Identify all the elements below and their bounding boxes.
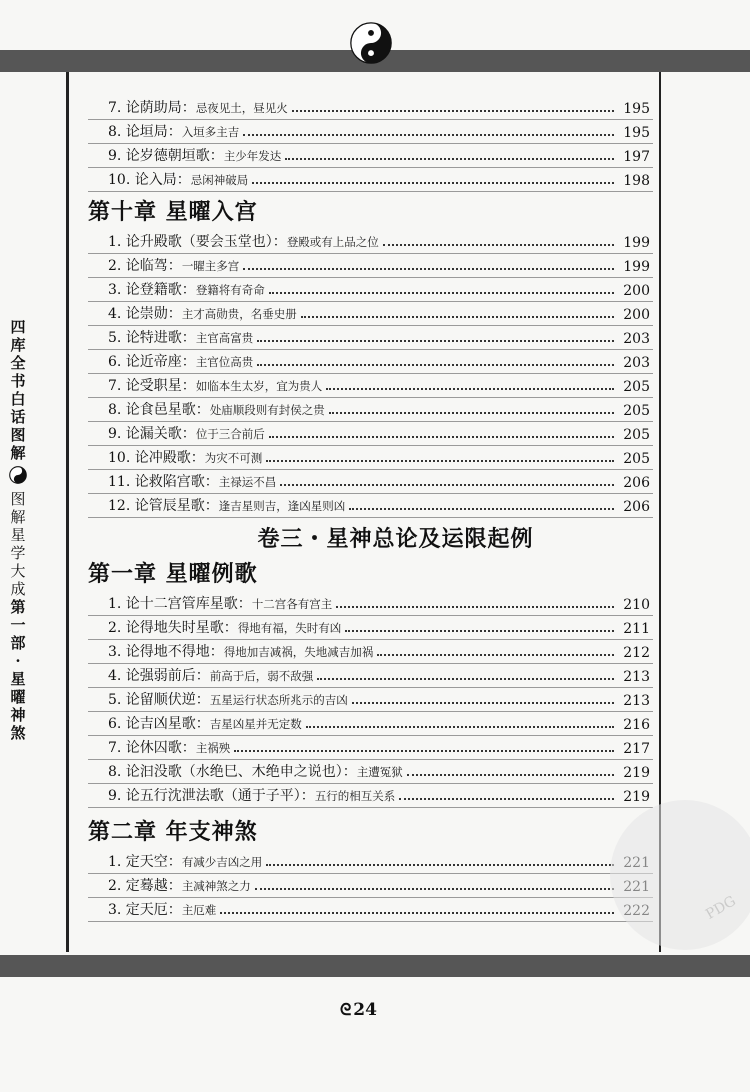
entry-page: 203 — [623, 331, 650, 347]
entry-description: 前高于后，弱不敌强 — [209, 669, 314, 683]
toc-entry[interactable] — [88, 592, 653, 616]
side-char: 部 — [10, 634, 26, 652]
toc-entry[interactable] — [88, 96, 653, 120]
entry-page: 219 — [623, 765, 650, 781]
entry-description: 主厄难 — [181, 903, 217, 917]
entry-description: 十二宫各有宫主 — [251, 597, 333, 611]
entry-description: 主少年发达 — [223, 149, 282, 163]
toc-entry[interactable] — [88, 230, 653, 254]
toc-entry[interactable] — [88, 374, 653, 398]
leader-dots — [306, 726, 614, 728]
toc-entry[interactable] — [88, 120, 653, 144]
entry-title: 9. 论岁德朝垣歌： — [108, 148, 224, 164]
toc-entry[interactable] — [88, 736, 653, 760]
leader-dots — [292, 110, 614, 112]
toc-entry[interactable] — [88, 302, 653, 326]
entry-page: 211 — [623, 621, 650, 637]
leader-dots — [329, 412, 614, 414]
entry-description: 主减神煞之力 — [181, 879, 251, 893]
side-char: 图 — [10, 490, 26, 508]
toc-entry[interactable] — [88, 422, 653, 446]
entry-description: 逢吉星则吉，逢凶星则凶 — [218, 499, 346, 513]
toc-content — [88, 96, 653, 922]
leader-dots — [301, 316, 614, 318]
entry-title: 9. 论五行沈泄法歌（通于子平）： — [108, 788, 315, 804]
toc-entry[interactable] — [88, 664, 653, 688]
leader-dots — [234, 750, 614, 752]
leader-dots — [280, 484, 614, 486]
entry-description: 登殿或有上品之位 — [286, 235, 379, 249]
side-char: 曜 — [10, 688, 26, 706]
leader-dots — [345, 630, 614, 632]
entry-title: 10. 论入局： — [108, 172, 191, 188]
entry-description: 五星运行状态所兆示的吉凶 — [209, 693, 348, 707]
side-running-title — [6, 318, 30, 742]
entry-description: 有减少吉凶之用 — [181, 855, 263, 869]
leader-dots — [383, 244, 614, 246]
entry-title: 7. 论荫助局： — [108, 100, 196, 116]
toc-entry[interactable] — [88, 254, 653, 278]
entry-title: 1. 论升殿歌（要会玉堂也）： — [108, 234, 287, 250]
leader-dots — [317, 678, 614, 680]
watermark-text: PDG — [703, 893, 739, 923]
yin-yang-icon — [9, 466, 27, 484]
toc-list-chapter-1 — [88, 592, 653, 808]
page-number — [340, 1000, 377, 1020]
leader-dots — [243, 268, 614, 270]
chapter-heading: 第二章 年支神煞 — [88, 819, 258, 845]
toc-entry[interactable] — [88, 688, 653, 712]
side-char: 库 — [10, 336, 26, 354]
entry-page: 200 — [623, 307, 650, 323]
entry-page: 206 — [623, 475, 650, 491]
leader-dots — [266, 864, 614, 866]
entry-description: 如临本生太岁，宜为贵人 — [195, 379, 323, 393]
entry-description: 主官高富贵 — [195, 331, 254, 345]
toc-list-chapter-10 — [88, 230, 653, 518]
leader-dots — [349, 508, 614, 510]
entry-description: 吉星凶星并无定数 — [209, 717, 302, 731]
entry-page: 219 — [623, 789, 650, 805]
entry-page: 217 — [623, 741, 650, 757]
entry-title: 7. 论受职星： — [108, 378, 196, 394]
side-char: 神 — [10, 706, 26, 724]
side-char: 解 — [10, 444, 26, 462]
entry-title: 6. 论吉凶星歌： — [108, 716, 210, 732]
leader-dots — [407, 774, 614, 776]
entry-title: 7. 论休囚歌： — [108, 740, 196, 756]
leader-dots — [252, 182, 614, 184]
entry-page: 212 — [623, 645, 650, 661]
entry-title: 9. 论漏关歌： — [108, 426, 196, 442]
watermark — [610, 800, 750, 950]
side-char: 学 — [10, 544, 26, 562]
leader-dots — [220, 912, 614, 914]
entry-description: 处庙顺段则有封侯之贵 — [209, 403, 325, 417]
chapter-heading: 第十章 星曜入宫 — [88, 199, 258, 225]
entry-page: 199 — [623, 259, 650, 275]
toc-entry[interactable] — [88, 470, 653, 494]
entry-description: 主遭冤狱 — [356, 765, 403, 779]
leader-dots — [377, 654, 614, 656]
entry-description: 为灾不可测 — [204, 451, 263, 465]
side-char: 第 — [10, 598, 26, 616]
leader-dots — [257, 340, 614, 342]
entry-title: 1. 定天空： — [108, 854, 182, 870]
leader-dots — [269, 292, 614, 294]
side-char: 全 — [10, 354, 26, 372]
side-char: 四 — [10, 318, 26, 336]
entry-description: 主才高勋贵，名垂史册 — [181, 307, 297, 321]
entry-description: 忌夜见土，昼见火 — [195, 101, 288, 115]
side-char: 成 — [10, 580, 26, 598]
side-char: 大 — [10, 562, 26, 580]
toc-list-chapter-2 — [88, 850, 653, 922]
toc-list-continued — [88, 96, 653, 192]
chapter-heading: 第一章 星曜例歌 — [88, 561, 258, 587]
entry-page: 195 — [623, 125, 650, 141]
toc-entry[interactable] — [88, 784, 653, 808]
entry-title: 5. 论特进歌： — [108, 330, 196, 346]
entry-title: 4. 论强弱前后： — [108, 668, 210, 684]
swirl-icon: ᘓ — [340, 1000, 352, 1019]
entry-title: 8. 论垣局： — [108, 124, 182, 140]
side-char: 星 — [10, 526, 26, 544]
entry-title: 2. 论得地失时星歌： — [108, 620, 238, 636]
yin-yang-icon — [350, 22, 392, 64]
toc-entry[interactable] — [88, 494, 653, 518]
entry-title: 6. 论近帝座： — [108, 354, 196, 370]
page-number-text: 24 — [353, 1000, 377, 1020]
entry-description: 忌闲神破局 — [190, 173, 249, 187]
side-char: 话 — [10, 408, 26, 426]
leader-dots — [326, 388, 614, 390]
entry-page: 197 — [623, 149, 650, 165]
side-char: 白 — [10, 390, 26, 408]
leader-dots — [255, 888, 614, 890]
toc-entry[interactable] — [88, 850, 653, 874]
toc-entry[interactable] — [88, 898, 653, 922]
toc-entry[interactable] — [88, 616, 653, 640]
leader-dots — [269, 436, 614, 438]
toc-entry[interactable] — [88, 168, 653, 192]
entry-title: 12. 论管辰星歌： — [108, 498, 219, 514]
side-char: 星 — [10, 670, 26, 688]
entry-description: 得地加吉减祸，失地减吉加祸 — [223, 645, 374, 659]
toc-entry[interactable] — [88, 350, 653, 374]
leader-dots — [399, 798, 614, 800]
entry-page: 198 — [623, 173, 650, 189]
entry-title: 4. 论崇勋： — [108, 306, 182, 322]
toc-entry[interactable] — [88, 640, 653, 664]
entry-description: 入垣多主吉 — [181, 125, 240, 139]
leader-dots — [336, 606, 614, 608]
entry-title: 5. 论留顺伏逆： — [108, 692, 210, 708]
toc-entry[interactable] — [88, 398, 653, 422]
entry-title: 1. 论十二宫管库星歌： — [108, 596, 252, 612]
side-char: 煞 — [10, 724, 26, 742]
entry-description: 主禄运不昌 — [218, 475, 277, 489]
entry-title: 3. 论得地不得地： — [108, 644, 224, 660]
entry-description: 位于三合前后 — [195, 427, 265, 441]
entry-page: 195 — [623, 101, 650, 117]
entry-title: 2. 定蓦越： — [108, 878, 182, 894]
side-char: 书 — [10, 372, 26, 390]
entry-page: 199 — [623, 235, 650, 251]
entry-page: 213 — [623, 693, 650, 709]
leader-dots — [266, 460, 614, 462]
toc-entry[interactable] — [88, 144, 653, 168]
entry-page: 205 — [623, 451, 650, 467]
toc-entry[interactable] — [88, 446, 653, 470]
toc-entry[interactable] — [88, 326, 653, 350]
side-char: 一 — [10, 616, 26, 634]
entry-description: 主官位高贵 — [195, 355, 254, 369]
entry-page: 205 — [623, 427, 650, 443]
volume-heading: 卷三・星神总论及运限起例 — [257, 526, 534, 552]
leader-dots — [243, 134, 614, 136]
entry-description: 一曜主多宫 — [181, 259, 240, 273]
entry-description: 得地有福，失时有凶 — [237, 621, 342, 635]
leader-dots — [285, 158, 614, 160]
entry-description: 五行的相互关系 — [314, 789, 396, 803]
toc-entry[interactable] — [88, 712, 653, 736]
entry-page: 205 — [623, 379, 650, 395]
entry-description: 登籍将有奇命 — [195, 283, 265, 297]
entry-page: 210 — [623, 597, 650, 613]
side-char: 解 — [10, 508, 26, 526]
entry-title: 8. 论食邑星歌： — [108, 402, 210, 418]
side-char: 图 — [10, 426, 26, 444]
entry-page: 200 — [623, 283, 650, 299]
entry-title: 11. 论救陷宫歌： — [108, 474, 219, 490]
entry-page: 216 — [623, 717, 650, 733]
side-separator: · — [15, 652, 21, 670]
entry-page: 205 — [623, 403, 650, 419]
entry-page: 213 — [623, 669, 650, 685]
bottom-banner — [0, 955, 750, 977]
entry-title: 3. 论登籍歌： — [108, 282, 196, 298]
entry-title: 10. 论冲殿歌： — [108, 450, 205, 466]
toc-entry[interactable] — [88, 278, 653, 302]
entry-title: 3. 定天厄： — [108, 902, 182, 918]
toc-entry[interactable] — [88, 874, 653, 898]
toc-entry[interactable] — [88, 760, 653, 784]
leader-dots — [352, 702, 614, 704]
entry-page: 203 — [623, 355, 650, 371]
leader-dots — [257, 364, 614, 366]
entry-page: 206 — [623, 499, 650, 515]
entry-title: 8. 论汩没歌（水绝巳、木绝申之说也）： — [108, 764, 357, 780]
entry-description: 主祸殃 — [195, 741, 231, 755]
entry-title: 2. 论临驾： — [108, 258, 182, 274]
